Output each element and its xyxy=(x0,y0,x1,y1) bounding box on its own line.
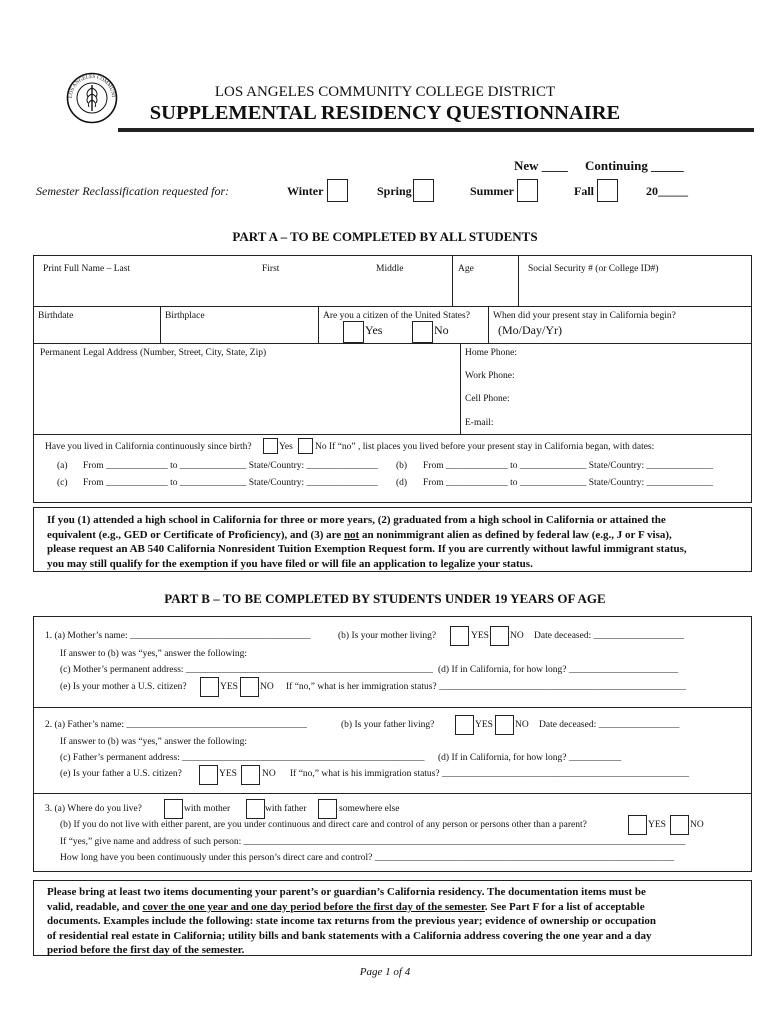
ssn-field[interactable]: Social Security # (or College ID#) xyxy=(528,264,659,274)
ab540-notice xyxy=(33,507,752,572)
new-field[interactable]: New ____ xyxy=(514,158,568,173)
col-divider xyxy=(488,306,489,343)
father-living-no-label: NO xyxy=(515,720,529,730)
row-divider xyxy=(33,306,752,307)
winter-checkbox[interactable] xyxy=(327,179,348,202)
guardian-question: (b) If you do not live with either parent, are you under continuous and direct care and control of any person or persons other than a parent? xyxy=(60,820,587,830)
mother-address-field[interactable]: (c) Mother’s permanent address: ____________________________________________________ xyxy=(60,665,433,675)
lived-question: Have you lived in California continuously since birth? xyxy=(45,442,252,452)
place-d-label: (d) xyxy=(396,478,408,488)
cell-phone-field[interactable]: Cell Phone: xyxy=(465,394,510,404)
mother-citizen-yes-label: YES xyxy=(220,682,238,692)
birthplace-field[interactable]: Birthplace xyxy=(165,311,205,321)
part-b-heading: PART B – TO BE COMPLETED BY STUDENTS UNDER 19 YEARS OF AGE xyxy=(164,591,606,606)
ab540-underlined: not xyxy=(343,528,360,541)
ab540-notice-line: please request an AB 540 California Nonresident Tuition Exemption Request form. If you are currently without lawful immigrant status, xyxy=(47,543,687,555)
mother-if-yes-text: If answer to (b) was “yes,” answer the following: xyxy=(60,649,248,659)
place-a-field[interactable]: From _____________ to ______________ State/Country: _______________ xyxy=(83,461,378,471)
mother-date-deceased-field[interactable]: Date deceased: ___________________ xyxy=(534,631,684,641)
father-citizen-no-checkbox[interactable] xyxy=(241,765,260,785)
middle-name-label: Middle xyxy=(376,264,404,274)
with-father-checkbox[interactable] xyxy=(246,799,265,819)
address-field[interactable]: Permanent Legal Address (Number, Street, City, State, Zip) xyxy=(40,348,267,358)
mother-living-no-label: NO xyxy=(510,631,524,641)
spring-label: Spring xyxy=(377,184,412,198)
father-address-field[interactable]: (c) Father’s permanent address: ___________________________________________________ xyxy=(60,753,425,763)
email-field[interactable]: E-mail: xyxy=(465,418,494,428)
doc-text: valid, readable, and xyxy=(47,900,143,913)
mother-living-no-checkbox[interactable] xyxy=(490,626,509,646)
place-c-field[interactable]: From _____________ to ______________ State/Country: _______________ xyxy=(83,478,378,488)
father-living-question: (b) Is your father living? xyxy=(341,720,435,730)
with-mother-checkbox[interactable] xyxy=(164,799,183,819)
lived-no-checkbox[interactable] xyxy=(298,438,313,454)
ab540-text: an nonimmigrant alien as defined by federal law (e.g., J or F visa), xyxy=(359,528,672,541)
father-how-long-field[interactable]: (d) If in California, for how long? ___________ xyxy=(438,753,622,763)
place-b-field[interactable]: From _____________ to ______________ State/Country: ______________ xyxy=(423,461,714,471)
age-field[interactable]: Age xyxy=(458,264,474,274)
guardian-no-checkbox[interactable] xyxy=(670,815,689,835)
citizen-yes-checkbox[interactable] xyxy=(343,321,364,343)
page-title: SUPPLEMENTAL RESIDENCY QUESTIONNAIRE xyxy=(149,102,621,124)
district-name: LOS ANGELES COMMUNITY COLLEGE DISTRICT xyxy=(214,84,556,100)
lived-no-label: No If “no” , list places you lived before your present stay in California began, with dates: xyxy=(315,442,655,452)
ab540-text: equivalent (e.g., GED or Certificate of Proficiency), and (3) are xyxy=(47,528,344,541)
where-live-question: 3. (a) Where do you live? xyxy=(45,804,142,814)
last-name-field[interactable]: Print Full Name – Last xyxy=(43,264,131,274)
mother-immigration-field[interactable]: If “no,” what is her immigration status? ____________________________________________________ xyxy=(286,682,687,692)
father-living-yes-label: YES xyxy=(475,720,493,730)
place-b-label: (b) xyxy=(396,461,408,471)
place-c-label: (c) xyxy=(57,478,68,488)
col-divider xyxy=(518,255,519,306)
mother-living-question: (b) Is your mother living? xyxy=(338,631,437,641)
guardian-yes-label: YES xyxy=(648,820,666,830)
doc-text: . See Part F for a list of acceptable xyxy=(484,900,645,913)
part-a-heading: PART A – TO BE COMPLETED BY ALL STUDENTS xyxy=(232,229,538,244)
doc-notice-line: period before the first day of the semester. xyxy=(47,944,245,956)
place-d-field[interactable]: From _____________ to ______________ State/Country: ______________ xyxy=(423,478,714,488)
mother-citizen-question: (e) Is your mother a U.S. citizen? xyxy=(60,682,187,692)
mother-living-yes-label: YES xyxy=(471,631,489,641)
first-name-label: First xyxy=(262,264,280,274)
col-divider xyxy=(452,255,453,306)
father-living-no-checkbox[interactable] xyxy=(495,715,514,735)
doc-notice-line xyxy=(47,900,751,915)
guardian-yes-checkbox[interactable] xyxy=(628,815,647,835)
guardian-duration-field[interactable]: How long have you been continuously under this person’s direct care and control? _______________________________________________________________ xyxy=(60,853,674,863)
summer-checkbox[interactable] xyxy=(517,179,538,202)
fall-checkbox[interactable] xyxy=(597,179,618,202)
row-divider xyxy=(33,707,752,708)
year-field[interactable]: 20_____ xyxy=(646,184,688,198)
row-divider xyxy=(33,343,752,344)
ab540-notice-line: If you (1) attended a high school in California for three or more years, (2) graduated from a high school in California or attained the xyxy=(47,514,666,526)
winter-label: Winter xyxy=(287,184,324,198)
father-citizen-yes-checkbox[interactable] xyxy=(199,765,218,785)
with-father-label: with father xyxy=(265,804,307,814)
ab540-notice-line xyxy=(47,528,751,543)
father-citizen-question: (e) Is your father a U.S. citizen? xyxy=(60,769,182,779)
work-phone-field[interactable]: Work Phone: xyxy=(465,371,515,381)
father-if-yes-text: If answer to (b) was “yes,” answer the following: xyxy=(60,737,248,747)
stay-question: When did your present stay in California begin? xyxy=(493,311,676,321)
citizen-no-label: No xyxy=(434,323,449,337)
citizen-question: Are you a citizen of the United States? xyxy=(323,311,470,321)
mother-citizen-no-checkbox[interactable] xyxy=(240,677,259,697)
birthdate-field[interactable]: Birthdate xyxy=(38,311,74,321)
semester-label: Semester Reclassification requested for: xyxy=(36,184,230,198)
page-number: Page 1 of 4 xyxy=(359,966,411,978)
col-divider xyxy=(318,306,319,343)
place-a-label: (a) xyxy=(57,461,68,471)
doc-notice-line: documents. Examples include the following: state income tax returns from the previous year; evidence of ownership or occupation xyxy=(47,915,657,927)
lived-yes-label: Yes xyxy=(279,442,293,452)
with-mother-label: with mother xyxy=(184,804,231,814)
stay-date-field[interactable]: (Mo/Day/Yr) xyxy=(498,323,562,337)
svg-text:LOS ANGELES COMMUNITY: LOS ANGELES COMMUNI xyxy=(67,73,116,99)
row-divider xyxy=(33,434,752,435)
doc-notice-line: Please bring at least two items documenting your parent’s or guardian’s California residency. The documentation items must be xyxy=(47,886,646,898)
fall-label: Fall xyxy=(574,184,594,198)
lived-yes-checkbox[interactable] xyxy=(263,438,278,454)
father-immigration-field[interactable]: If “no,” what is his immigration status? ____________________________________________________ xyxy=(290,769,689,779)
guardian-name-field[interactable]: If “yes,” give name and address of such person: _____________________________________________________________________________________________ xyxy=(60,837,686,847)
doc-underlined: cover the one year and one day period before the first day of the semester xyxy=(142,900,485,913)
father-citizen-no-label: NO xyxy=(262,769,276,779)
elsewhere-label: somewhere else xyxy=(339,804,400,814)
summer-label: Summer xyxy=(470,184,514,198)
header-rule xyxy=(118,128,754,132)
citizen-no-checkbox[interactable] xyxy=(412,321,433,343)
guardian-no-label: NO xyxy=(690,820,704,830)
citizen-yes-label: Yes xyxy=(365,323,383,337)
father-name-field[interactable]: 2. (a) Father’s name: ______________________________________ xyxy=(45,720,307,730)
mother-citizen-no-label: NO xyxy=(260,682,274,692)
father-date-deceased-field[interactable]: Date deceased: _________________ xyxy=(539,720,680,730)
mother-how-long-field[interactable]: (d) If in California, for how long? _______________________ xyxy=(438,665,679,675)
mother-living-yes-checkbox[interactable] xyxy=(450,626,469,646)
continuing-field[interactable]: Continuing _____ xyxy=(585,158,684,173)
doc-notice-line: of residential real estate in California; utility bills and bank statements with a California address covering the one year and a day xyxy=(47,929,652,942)
home-phone-field[interactable]: Home Phone: xyxy=(465,348,517,358)
father-living-yes-checkbox[interactable] xyxy=(455,715,474,735)
father-citizen-yes-label: YES xyxy=(219,769,237,779)
elsewhere-checkbox[interactable] xyxy=(318,799,337,819)
documentation-notice xyxy=(33,880,752,956)
spring-checkbox[interactable] xyxy=(413,179,434,202)
col-divider xyxy=(460,343,461,434)
mother-name-field[interactable]: 1. (a) Mother’s name: ______________________________________ xyxy=(45,631,311,641)
col-divider xyxy=(160,306,161,343)
row-divider xyxy=(33,793,752,794)
mother-citizen-yes-checkbox[interactable] xyxy=(200,677,219,697)
ab540-notice-line: you may still qualify for the exemption if you have filed or will file an application to legalize your status. xyxy=(47,557,533,570)
